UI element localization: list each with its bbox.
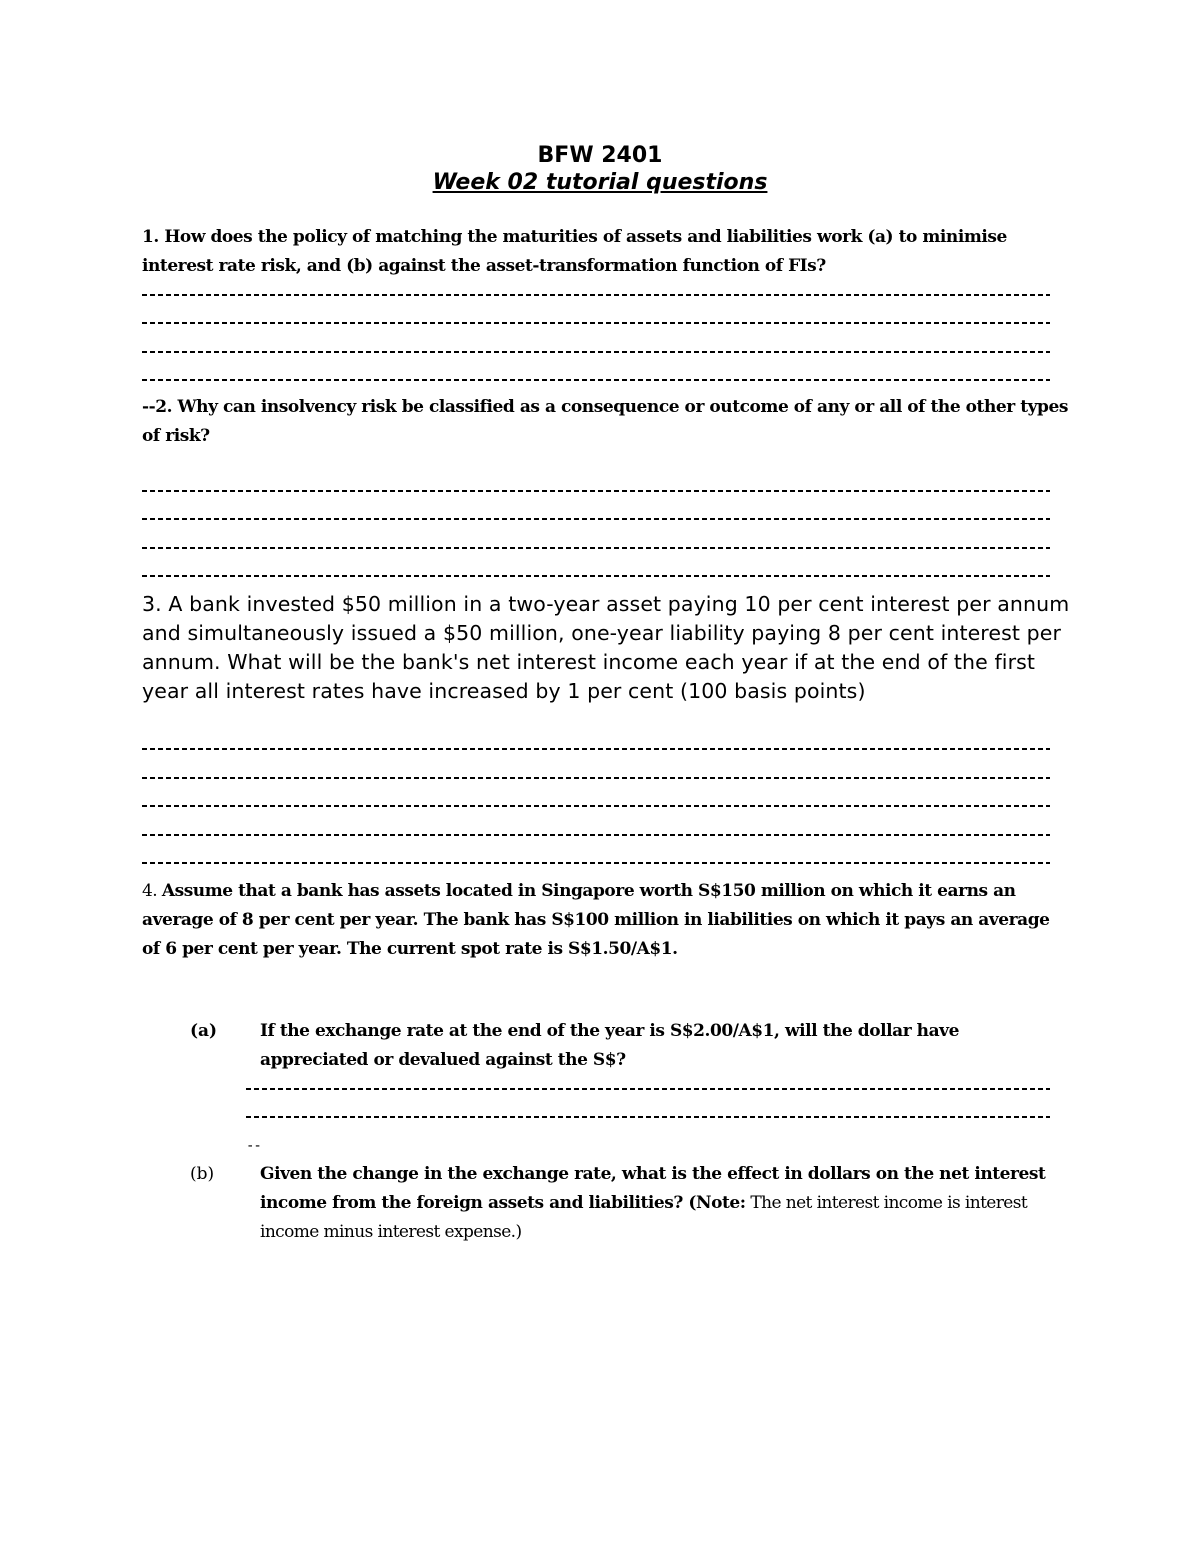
part-a-label: (a) [190,1021,218,1041]
answer-line [142,777,1050,779]
question-2: --2. Why can insolvency risk be classified as a consequence or outcome of any or all of the other types of risk? [142,397,1068,446]
part-b-label: (b) [190,1164,215,1184]
answer-line [142,518,1050,520]
answer-line [142,379,1050,381]
answer-line-tail: -- [246,1138,261,1154]
answer-line [142,805,1050,807]
part-a-text: If the exchange rate at the end of the year is S$2.00/A$1, will the dollar have appreciated or devalued against the S$? [260,1021,959,1070]
answer-line [142,834,1050,836]
answer-line [142,294,1050,296]
page-title: Week 02 tutorial questions [432,170,768,195]
question-4 [142,877,1072,964]
part-b-note-text: The net interest income is interest income minus interest expense.) [260,1193,1028,1242]
answer-line [142,575,1050,577]
part-b-text [260,1160,1060,1247]
answer-line [142,490,1050,492]
answer-line [142,322,1050,324]
answer-line [142,862,1050,864]
answer-line [142,547,1050,549]
question-1: 1. How does the policy of matching the maturities of assets and liabilities work (a) to minimise interest rate risk, and (b) against the asset-transformation function of FIs? [142,227,1007,276]
answer-line [142,351,1050,353]
answer-line [246,1088,1050,1090]
part-b-bold-text: Given the change in the exchange rate, what is the effect in dollars on the net interest income from the foreign assets and liabilities? (Note: [260,1164,1046,1213]
course-code: BFW 2401 [537,143,663,168]
question-3: 3. A bank invested $50 million in a two-year asset paying 10 per cent interest per annum and simultaneously issued a $50 million, one-year liability paying 8 per cent interest per annum. What will be the bank's net interest income each year if at the end of the first year all interest rates have increased by 1 per cent (100 basis points) [142,592,1070,703]
answer-line [142,748,1050,750]
answer-line [246,1116,1050,1118]
question-4-number: 4. [142,881,162,901]
question-4-text: Assume that a bank has assets located in Singapore worth S$150 million on which it earns an average of 8 per cent per year. The bank has S$100 million in liabilities on which it pays an average of 6 per cent per year. The current spot rate is S$1.50/A$1. [142,881,1050,959]
